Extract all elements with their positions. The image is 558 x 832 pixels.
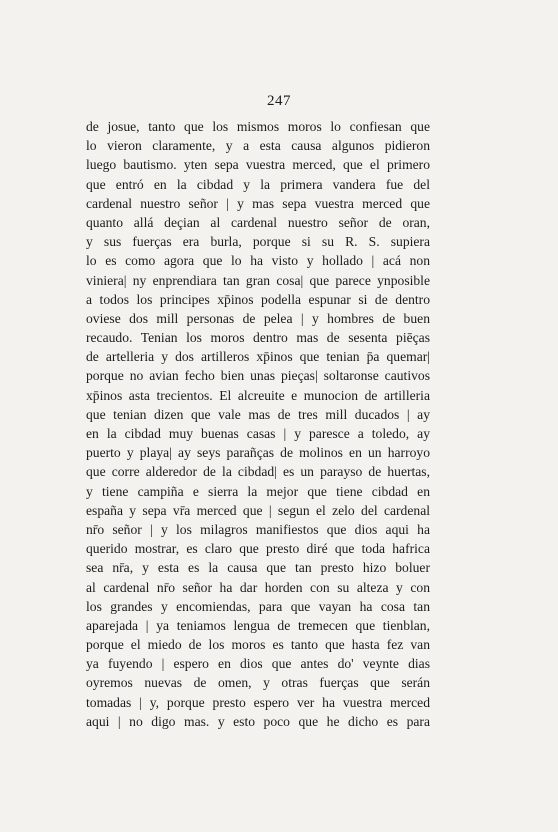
text-line: españa y sepa vr̄a merced que | segun el zelo del cardenal (86, 502, 430, 518)
text-line: que corre alderedor de la cibdad| es un parayso de huertas, (86, 464, 430, 480)
text-line: que entró en la cibdad y la primera vandera fue del (86, 176, 430, 192)
text-line: lo es como agora que lo ha visto y hollado | acá non (86, 253, 430, 269)
text-line: puerto y playa| ay seys parañças de molinos en un harroyo (86, 445, 430, 461)
text-line: cardenal nuestro señor | y mas sepa vuestra merced que (86, 195, 430, 211)
text-line: y sus fuerças era burla, porque si su R. S. supiera (86, 234, 430, 250)
text-line: sea nr̄a, y esta es la causa que tan presto hizo boluer (86, 560, 430, 576)
text-line: quanto allá deçian al cardenal nuestro señor de oran, (86, 214, 430, 230)
text-line: al cardenal nr̄o señor ha dar horden con su alteza y con (86, 579, 430, 595)
text-line: a todos los principes xp̄inos podella espunar si de dentro (86, 291, 430, 307)
text-line: querido mostrar, es claro que presto diré que toda hafrica (86, 541, 430, 557)
text-line: ya fuyendo | espero en dios que antes do' veynte dias (86, 656, 430, 672)
text-line: oviese dos mill personas de pelea | y hombres de buen (86, 310, 430, 326)
text-line: nr̄o señor | y los milagros manifiestos que dios aqui ha (86, 521, 430, 537)
text-line: los grandes y encomiendas, para que vayan ha cosa tan (86, 598, 430, 614)
page-number: 247 (267, 93, 291, 109)
text-line: xp̄inos asta trecientos. El alcreuite e munocion de artilleria (86, 387, 430, 403)
text-line: en la cibdad muy buenas casas | y paresce a toledo, ay (86, 426, 430, 441)
text-line: oyremos nuevas de omen, y otras fuerças que serán (86, 675, 430, 691)
text-line: recaudo. Tenian los moros dentro mas de sesenta piēças (86, 330, 430, 346)
text-line: de josue, tanto que los mismos moros lo confiesan que (86, 119, 430, 134)
text-line: porque el miedo de los moros es tanto que hasta fez van (86, 637, 430, 653)
body-text (86, 117, 430, 731)
text-line: luego bautismo. yten sepa vuestra merced, que el primero (86, 157, 430, 173)
text-line: de artelleria y dos artilleros xp̄inos que tenian p̄a quemar| (86, 349, 430, 365)
text-line: porque no avian fecho bien unas pieças| soltaronse cautivos (86, 368, 430, 384)
text-line: y tiene campiña e sierra la mejor que tiene cibdad en (86, 483, 430, 499)
text-line: tomadas | y, porque presto espero ver ha vuestra merced (86, 694, 430, 710)
text-line: lo vieron claramente, y a esta causa algunos pidieron (86, 138, 430, 154)
text-line: aparejada | ya teniamos lengua de tremecen que tienblan, (86, 617, 430, 633)
text-line: que tenian dizen que vale mas de tres mill ducados | ay (86, 406, 430, 422)
text-line: viniera| ny enprendiara tan gran cosa| que parece ynposible (86, 272, 430, 288)
text-line: aqui | no digo mas. y esto poco que he dicho es para (86, 713, 430, 729)
